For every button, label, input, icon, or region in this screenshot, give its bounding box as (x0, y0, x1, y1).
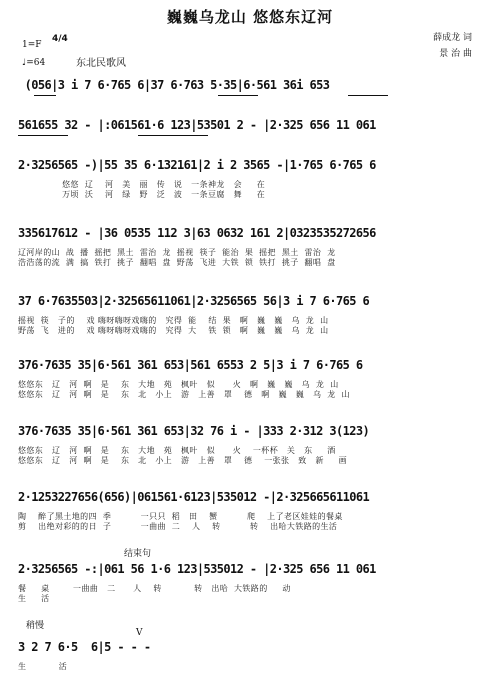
lyric-line-1: 摇视 筷 子的 戏 嗨呀嗨呀戏嗨的 究得 能 结 果 啊 巍 巍 乌 龙 山 (18, 316, 329, 325)
score-row-8 (18, 490, 488, 532)
notation-line: 2·3256565 -)|55 35 6·132161|2 i 2 3565 -|1·765 6·765 6 (18, 158, 376, 172)
score-row-6 (18, 358, 488, 400)
composer-credit: 景 治 曲 (439, 49, 472, 59)
notation-line: 3 2 7 6·5 6|5 - - - (18, 640, 151, 654)
time-signature (52, 34, 68, 44)
lyric-line-1: 悠悠 辽 河 美 丽 传 说 一条神龙 会 在 (18, 180, 266, 189)
lyric-line-1: 陶 醉了黑土地的四 季 一只只 稻 田 蟹 爬 上了老区娃娃的餐桌 (18, 512, 343, 521)
notation-line: 2·1253227656(656)|061561·6123|535012 -|2·325665611061 (18, 490, 370, 504)
page-title: 巍巍乌龙山 悠悠东辽河 (166, 8, 334, 26)
lyric-line-1: 生 活 (18, 662, 68, 671)
lyricist-credit: 薛成龙 词 (433, 33, 472, 43)
lyric-line-2: 万顷 沃 河 绿 野 泛 波 一条豆腐 舞 在 (18, 190, 266, 199)
notation-line: 335617612 - |36 0535 112 3|63 0632 161 2|0323535272656 (18, 226, 376, 240)
time-signature-text: 4/4 (52, 34, 68, 44)
slow-mark: 稍慢 (26, 621, 45, 631)
key-signature: 1=F (22, 40, 42, 50)
lyric-line-2: 悠悠东 辽 河 啊 是 东 北 小上 游 上善 罩 德 啊 巍 巍 乌 龙 山 (18, 390, 350, 399)
score-row-7 (18, 424, 488, 466)
lyric-line-2: 悠悠东 辽 河 啊 是 东 北 小上 游 上善 罩 德 一张张 致 新 画 (18, 456, 348, 465)
breath-mark: V (136, 628, 143, 638)
lyric-line-2: 生 活 (18, 594, 50, 603)
score-row-3 (18, 158, 488, 200)
notation-line: 376·7635 35|6·561 361 653|32 76 i - |333 2·312 3(123) (18, 424, 370, 438)
score-row-1 (18, 78, 488, 92)
style-marking: 东北民歌风 (76, 58, 126, 69)
score-row-2 (18, 118, 488, 132)
notation-line: 2·3256565 -:|061 56 1·6 123|535012 - |2·325 656 11 061 (18, 562, 376, 576)
notation-line: (056|3 i 7 6·765 6|37 6·763 5·35|6·561 36i 653 (18, 78, 330, 92)
notation-line: 37 6·7635503|2·32565611061|2·3256565 56|3 i 7 6·765 6 (18, 294, 370, 308)
lyric-line-2: 野荡 飞 进的 戏 嗨呀嗨呀戏嗨的 究得 大 铁 锁 啊 巍 巍 乌 龙 山 (18, 326, 329, 335)
score-row-5 (18, 294, 488, 336)
lyric-line-1: 悠悠东 辽 河 啊 是 东 大地 苑 枫叶 似 火 一杯杯 关 东 酒 (18, 446, 336, 455)
lyric-line-2: 浩浩荡的流 满 搞 铁打 挑子 翻唱 盘 野荡 飞进 大铁 锁 铁打 挑子 翻唱 盘 (18, 258, 336, 267)
lyric-line-1: 辽河岸的山 战 播 摇把 黑土 雷治 龙 摇视 筷子 能治 果 摇把 黑土 雷治 龙 (18, 248, 336, 257)
score-row-9 (18, 562, 488, 604)
lyric-line-1: 悠悠东 辽 河 啊 是 东 大地 苑 枫叶 似 火 啊 巍 巍 乌 龙 山 (18, 380, 339, 389)
score-row-4 (18, 226, 488, 268)
notation-line: 376·7635 35|6·561 361 653|561 6553 2 5|3 i 7 6·765 6 (18, 358, 363, 372)
end-phrase-mark: 结束句 (124, 549, 152, 559)
lyric-line-1: 餐 桌 一曲曲 二 人 转 转 出哈 大铁路的 动 (18, 584, 291, 593)
tempo-marking: ♩=64 (22, 58, 46, 68)
notation-line: 561655 32 - |:061561·6 123|53501 2 - |2·325 656 11 061 (18, 118, 376, 132)
lyric-line-2: 剪 出绝对彩的的日 子 一曲曲 二 人 转 转 出哈大铁路的生活 (18, 522, 338, 531)
score-row-10 (18, 640, 488, 672)
